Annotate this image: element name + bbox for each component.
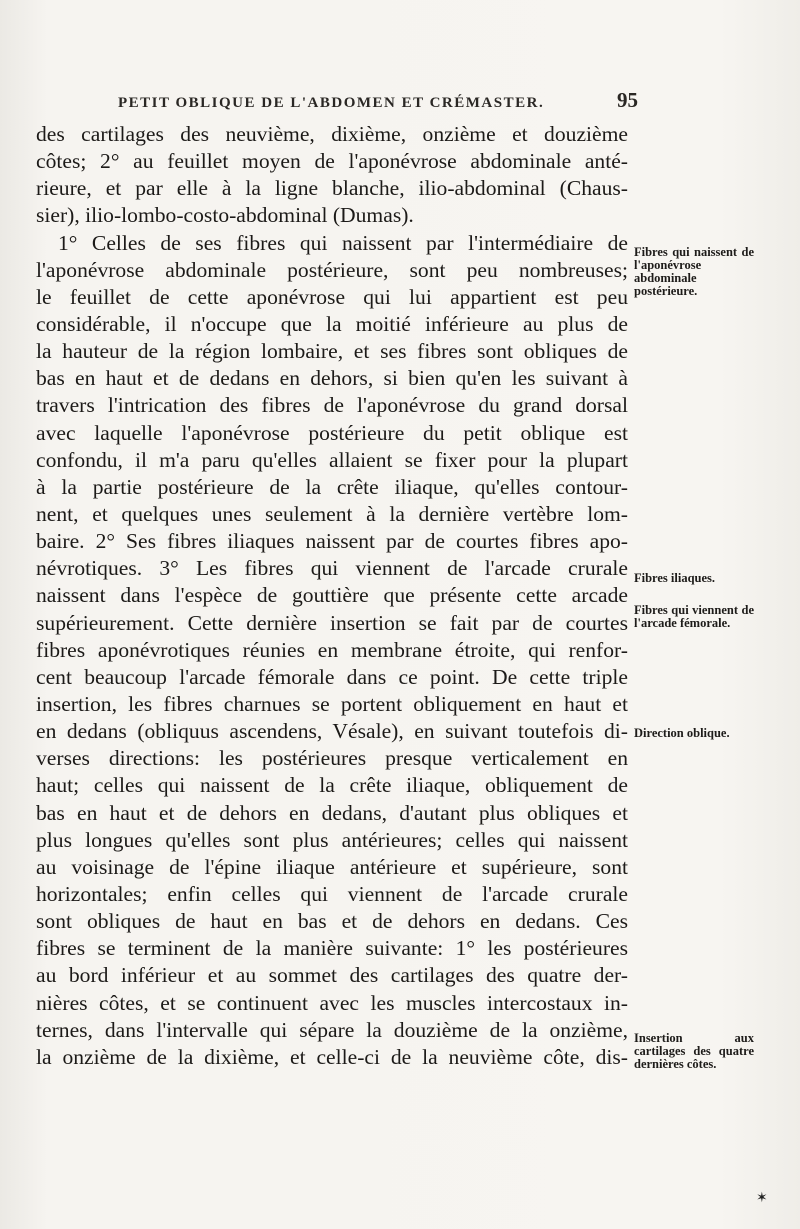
text-line: confondu, il m'a paru qu'elles allaient se fixer pour la plupart	[36, 447, 628, 472]
text-line: nent, et quelques unes seulement à la dernière vertèbre lom-	[36, 501, 628, 526]
text-line: baire. 2° Ses fibres iliaques naissent par de courtes fibres apo-	[36, 529, 628, 554]
page-mark-icon: ✶	[756, 1191, 768, 1206]
text-line: à la partie postérieure de la crête iliaque, qu'elles contour-	[36, 474, 628, 499]
text-line: en dedans (obliquus ascendens, Vésale), en suivant toutefois di-	[36, 719, 628, 744]
text-line: ternes, dans l'intervalle qui sépare la douzième de la onzième,	[36, 1017, 628, 1042]
text-line: naissent dans l'espèce de gouttière que présente cette arcade	[36, 583, 628, 608]
text-line: horizontales; enfin celles qui viennent de l'arcade crurale	[36, 881, 628, 906]
margin-note-fibres-arcade: Fibres qui viennent de l'arcade fémorale.	[634, 603, 754, 630]
text-line: supérieurement. Cette dernière insertion se fait par de courtes	[36, 610, 628, 635]
running-title: PETIT OBLIQUE DE L'ABDOMEN ET CRÉMASTER.	[118, 95, 545, 111]
text-line: plus longues qu'elles sont plus antérieures; celles qui naissent	[36, 827, 628, 852]
text-line: l'aponévrose abdominale postérieure, sont peu nombreuses;	[36, 257, 628, 282]
text-line: nières côtes, et se continuent avec les muscles intercostaux in-	[36, 990, 628, 1015]
text-line: bas en haut et de dehors en dedans, d'autant plus obliques et	[36, 800, 628, 825]
text-line: cent beaucoup l'arcade fémorale dans ce point. De cette triple	[36, 664, 628, 689]
text-line: 1° Celles de ses fibres qui naissent par l'intermédiaire de	[58, 230, 628, 255]
text-line: la hauteur de la région lombaire, et ses fibres sont obliques de	[36, 339, 628, 364]
text-line: sont obliques de haut en bas et de dehors en dedans. Ces	[36, 909, 628, 934]
margin-note-fibres-aponevrose: Fibres qui naissent de l'aponévrose abdominale postérieure.	[634, 245, 754, 298]
margin-note-direction: Direction oblique.	[634, 726, 730, 740]
text-line: fibres se terminent de la manière suivante: 1° les postérieures	[36, 936, 628, 961]
margin-note-fibres-iliaques: Fibres iliaques.	[634, 571, 716, 585]
text-line: rieure, et par elle à la ligne blanche, ilio-abdominal (Chaus-	[36, 176, 628, 201]
text-line: verses directions: les postérieures presque verticalement en	[36, 746, 628, 771]
text-line: bas en haut et de dedans en dehors, si bien qu'en les suivant à	[36, 366, 628, 391]
text-line: avec laquelle l'aponévrose postérieure du petit oblique est	[36, 420, 628, 445]
text-line: le feuillet de cette aponévrose qui lui appartient est peu	[36, 284, 628, 309]
text-line: au voisinage de l'épine iliaque antérieure et supérieure, sont	[36, 854, 628, 879]
text-line: sier), ilio-lombo-costo-abdominal (Dumas).	[36, 203, 414, 228]
margin-note-insertion: Insertion aux cartilages des quatre dernières côtes.	[634, 1031, 754, 1071]
text-line: côtes; 2° au feuillet moyen de l'aponévrose abdominale anté-	[36, 149, 628, 174]
text-line: haut; celles qui naissent de la crête iliaque, obliquement de	[36, 773, 628, 798]
text-line: névrotiques. 3° Les fibres qui viennent de l'arcade crurale	[36, 556, 628, 581]
body-text	[36, 121, 628, 1071]
text-line: la onzième de la dixième, et celle-ci de la neuvième côte, dis-	[36, 1044, 628, 1069]
text-line: travers l'intrication des fibres de l'aponévrose du grand dorsal	[36, 393, 628, 418]
running-header	[118, 88, 638, 113]
text-line: considérable, il n'occupe que la moitié inférieure au plus de	[36, 311, 628, 336]
text-line: des cartilages des neuvième, dixième, onzième et douzième	[36, 122, 628, 146]
text-line: fibres aponévrotiques réunies en membrane étroite, qui renfor-	[36, 637, 628, 662]
text-line: insertion, les fibres charnues se portent obliquement en haut et	[36, 691, 628, 716]
page-number: 95	[617, 88, 638, 112]
text-line: au bord inférieur et au sommet des cartilages des quatre der-	[36, 963, 628, 988]
